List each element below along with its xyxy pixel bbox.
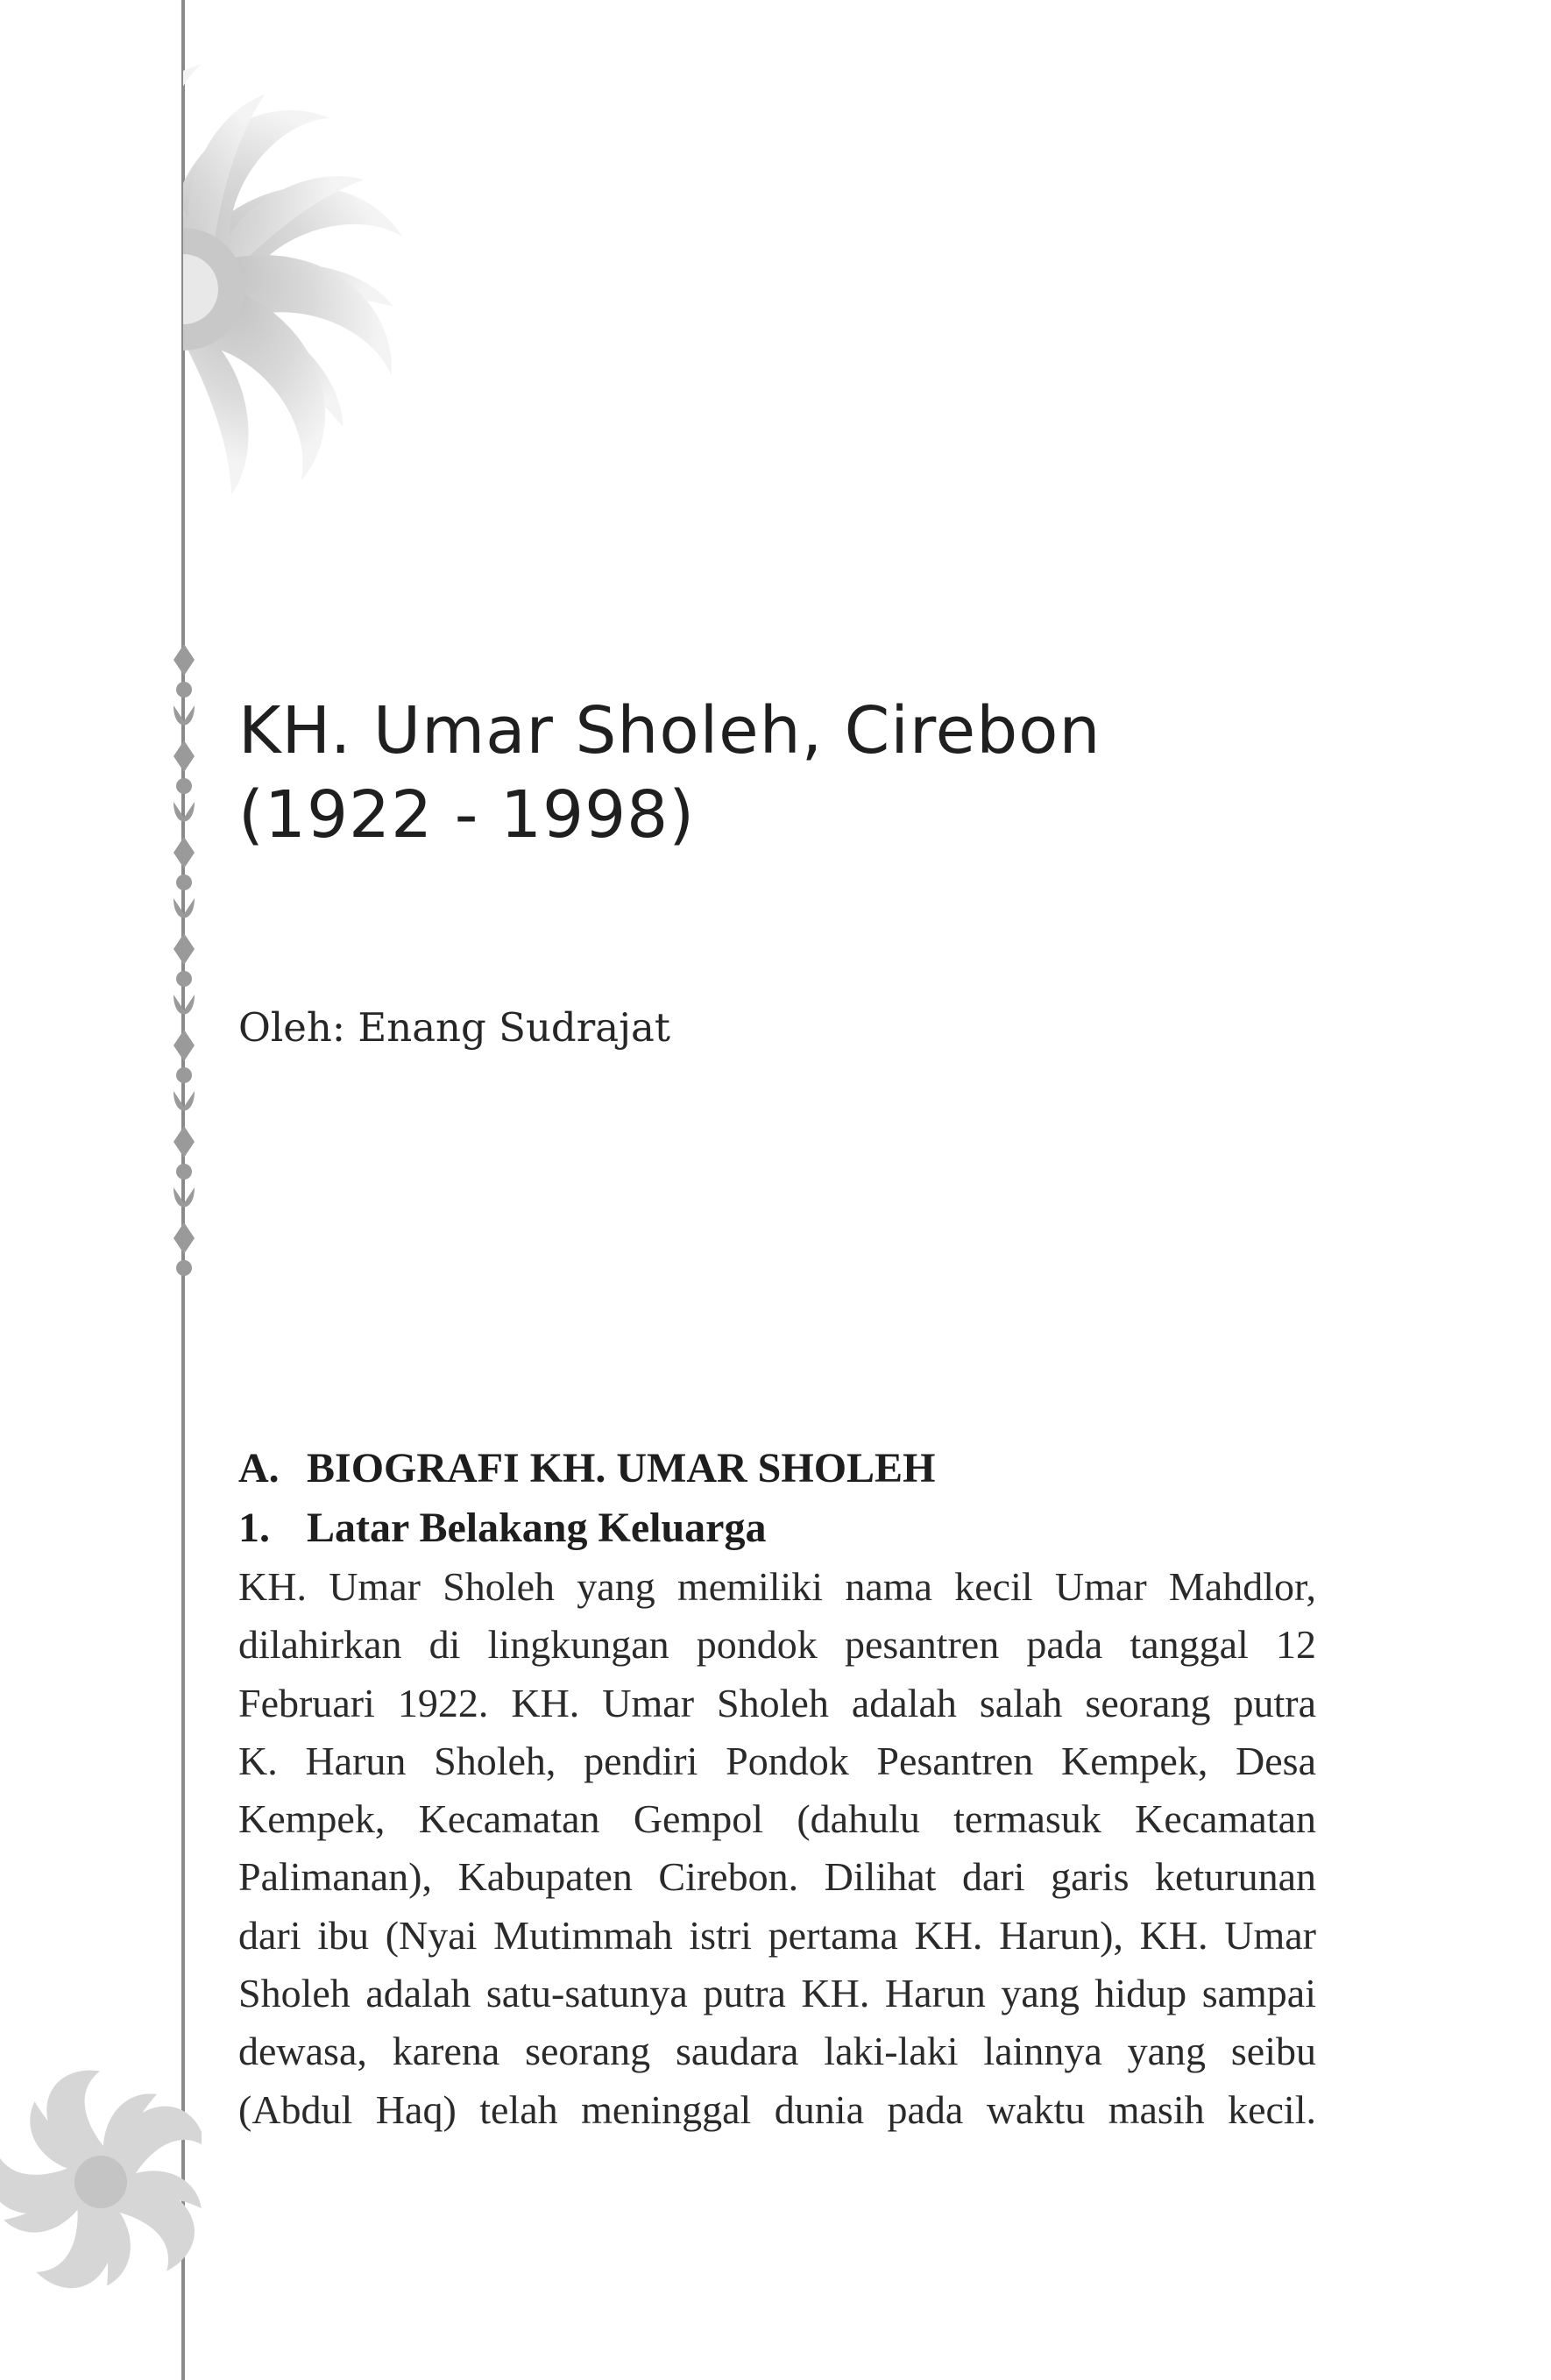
section-number: A. xyxy=(238,1445,280,1491)
paragraph-line: Sholeh adalah satu-satunya putra KH. Harun yang hidup sampai xyxy=(238,1971,1316,2016)
chapter-title xyxy=(238,689,1377,857)
page-title: KH. Umar Sholeh, Cirebon xyxy=(238,693,1101,769)
author-byline: Oleh: Enang Sudrajat xyxy=(238,1004,670,1051)
section-heading xyxy=(238,1437,1316,1500)
subsection-heading xyxy=(238,1500,1316,1556)
title-years: (1922 - 1998) xyxy=(238,777,696,853)
paragraph-line: (Abdul Haq) telah meninggal dunia pada waktu masih kecil. xyxy=(238,2086,1316,2132)
subsection-title: Latar Belakang Keluarga xyxy=(307,1505,767,1551)
paragraph-line: dewasa, karena seorang saudara laki-laki lainnya yang seibu xyxy=(238,2029,1316,2074)
subsection-number: 1. xyxy=(238,1505,270,1551)
paragraph-line: K. Harun Sholeh, pendiri Pondok Pesantren Kempek, Desa xyxy=(238,1738,1316,1783)
paragraph-line: dilahirkan di lingkungan pondok pesantren pada tanggal 12 xyxy=(238,1622,1316,1668)
paragraph-line: KH. Umar Sholeh yang memiliki nama kecil Umar Mahdlor, xyxy=(238,1564,1316,1609)
paragraph-line: Palimanan), Kabupaten Cirebon. Dilihat dari garis keturunan xyxy=(238,1854,1316,1900)
paragraph-line: dari ibu (Nyai Mutimmah istri pertama KH. Harun), KH. Umar xyxy=(238,1912,1316,1958)
ornamental-border-icon xyxy=(159,644,209,1293)
section-title: BIOGRAFI KH. UMAR SHOLEH xyxy=(307,1445,936,1491)
body-paragraph xyxy=(238,1558,1316,2139)
paragraph-line: Kempek, Kecamatan Gempol (dahulu termasuk Kecamatan xyxy=(238,1796,1316,1842)
biography-section xyxy=(238,1437,1316,2139)
floral-ornament-icon xyxy=(0,2051,202,2313)
paragraph-line: Februari 1922. KH. Umar Sholeh adalah salah seorang putra xyxy=(238,1680,1316,1725)
floral-ornament-icon xyxy=(183,0,481,605)
